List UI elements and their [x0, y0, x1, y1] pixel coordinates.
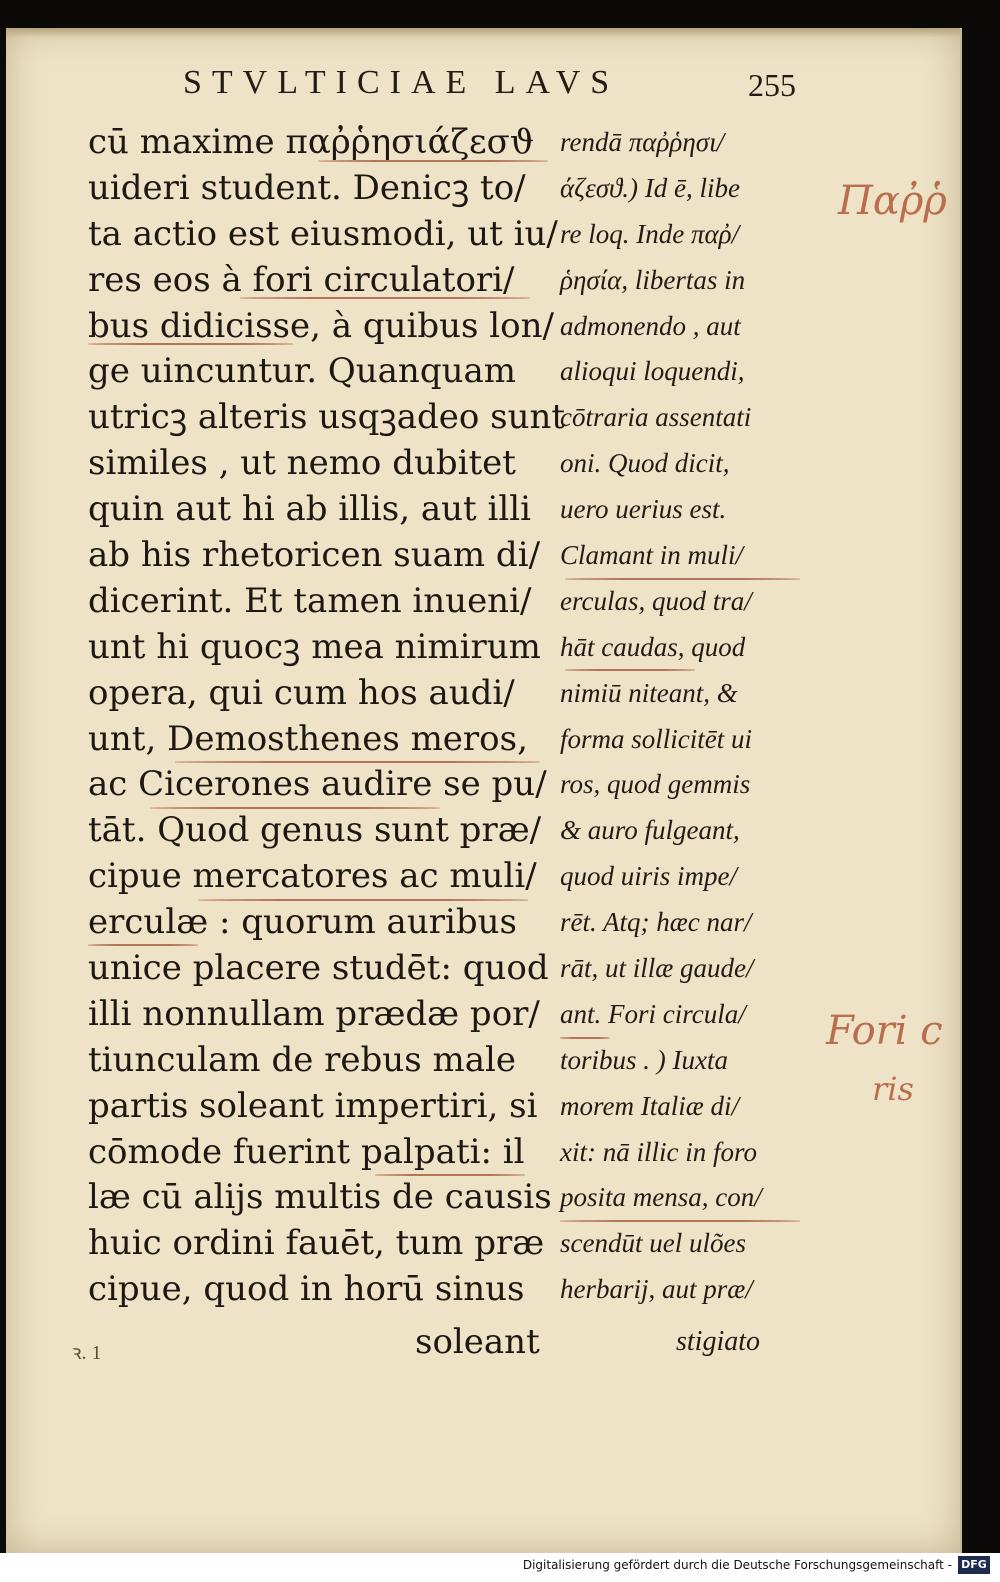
gloss-line: scendūt uel ulões: [560, 1228, 746, 1259]
gloss-line: posita mensa, con/: [560, 1182, 762, 1213]
gloss-line: ῥησία, libertas in: [560, 264, 746, 295]
gloss-line: morem Italiæ di/: [560, 1090, 739, 1121]
handwritten-underline: [88, 944, 198, 946]
gloss-catchword: stigiato: [676, 1326, 761, 1357]
gloss-line: rendā παῤῥησι/: [560, 127, 725, 157]
gloss-line: ros, quod gemmis: [560, 769, 751, 800]
main-line: uideri student. Denicꝫ to/: [88, 167, 526, 208]
main-line: quin aut hi ab illis, aut illi: [88, 489, 531, 530]
main-line: tiunculam de rebus male: [88, 1039, 516, 1080]
gloss-line: nimiū niteant, &: [560, 677, 738, 708]
gloss-line: άζεσϑ.) Id ē, libe: [560, 172, 741, 203]
gloss-line: admonendo , aut: [560, 310, 741, 341]
gloss-line: toribus . ) Iuxta: [560, 1044, 728, 1075]
dfg-logo: DFG: [958, 1556, 990, 1574]
handwritten-underline: [240, 297, 530, 299]
main-line: cipue mercatores ac muli/: [88, 856, 537, 897]
main-line: læ cū alijs multis de causis: [88, 1177, 552, 1218]
handwritten-underline: [198, 899, 528, 901]
gloss-line: erculas, quod tra/: [560, 585, 752, 616]
handwritten-underline: [150, 807, 440, 809]
handwritten-note-bottom: ris: [872, 1070, 914, 1108]
main-line: opera, qui cum hos audi/: [88, 672, 515, 713]
handwritten-underline: [560, 1220, 800, 1222]
main-line: similes , ut nemo dubitet: [88, 443, 516, 484]
main-line: utricꝫ alteris usqꝫadeo sunt: [88, 397, 566, 438]
page-number: 255: [748, 67, 796, 103]
handwritten-note-top: Παῤῥ: [838, 178, 947, 224]
handwritten-underline: [375, 1174, 525, 1176]
handwritten-underline: [565, 669, 695, 671]
gloss-line: rēt. Atq; hæc nar/: [560, 907, 752, 938]
gloss-line: ant. Fori circula/: [560, 998, 746, 1029]
main-line: unt hi quocꝫ mea nimirum: [88, 626, 541, 667]
gloss-line: rāt, ut illæ gaude/: [560, 953, 754, 984]
running-head: STVLTICIAE LAVS: [183, 64, 620, 101]
gloss-line: cōtraria assentati: [560, 402, 752, 433]
handwritten-underline: [565, 578, 800, 580]
gloss-line: re loq. Inde παῤ/: [560, 218, 740, 249]
main-line: ta actio est eiusmodi, ut iu/: [88, 213, 558, 254]
main-line: ab his rhetoricen suam di/: [88, 535, 541, 576]
main-line: cū maxime παῤῥησιάζεσϑ: [88, 122, 535, 162]
marginal-gloss-column: [560, 120, 810, 1313]
main-line: partis soleant impertiri, si: [88, 1085, 538, 1126]
catchword: soleant: [415, 1322, 540, 1362]
page-edge-shadow: [6, 28, 960, 38]
gloss-line: herbarij, aut præ/: [560, 1274, 753, 1305]
main-line: ge uincuntur. Quanquam: [88, 351, 517, 392]
main-line: bus didicisse, à quibus lon/: [88, 305, 554, 346]
gloss-line: hāt caudas, quod: [560, 631, 746, 662]
main-line: ac Cicerones audire se pu/: [88, 764, 547, 805]
main-line: illi nonnullam prædæ por/: [88, 993, 540, 1034]
handwritten-underline: [560, 1037, 610, 1039]
gloss-line: quod uiris impe/: [560, 861, 738, 892]
main-line: erculæ : quorum auribus: [88, 902, 517, 943]
gloss-line: Clamant in muli/: [560, 540, 744, 571]
gloss-line: uero uerius est.: [560, 494, 727, 525]
gloss-line: xit: nā illic in foro: [560, 1136, 757, 1167]
main-line: unt, Demosthenes meros,: [88, 718, 528, 759]
funding-credit: Digitalisierung gefördert durch die Deutsche Forschungsgemeinschaft -: [522, 1558, 952, 1572]
main-line: huic ordini fauēt, tum præ: [88, 1223, 545, 1264]
gloss-line: & auro fulgeant,: [560, 815, 740, 846]
handwritten-underline: [88, 343, 293, 345]
signature-mark: ꝛ. 1: [72, 1342, 102, 1364]
handwritten-underline: [318, 160, 548, 162]
handwritten-note-bottom: Fori c: [826, 1008, 943, 1054]
main-line: tāt. Quod genus sunt præ/: [88, 810, 542, 851]
main-line: res eos à fori circulatori/: [88, 259, 515, 300]
main-line: cōmode fuerint palpati: il: [88, 1131, 525, 1172]
handwritten-underline: [175, 761, 540, 763]
gloss-line: oni. Quod dicit,: [560, 448, 730, 479]
gloss-line: forma sollicitēt ui: [560, 723, 752, 754]
main-line: unice placere studēt: quod: [88, 948, 549, 989]
gloss-line: alioqui loquendi,: [560, 356, 745, 387]
main-line: cipue, quod in horū sinus: [88, 1269, 525, 1310]
main-line: dicerint. Et tamen inueni/: [88, 580, 532, 621]
